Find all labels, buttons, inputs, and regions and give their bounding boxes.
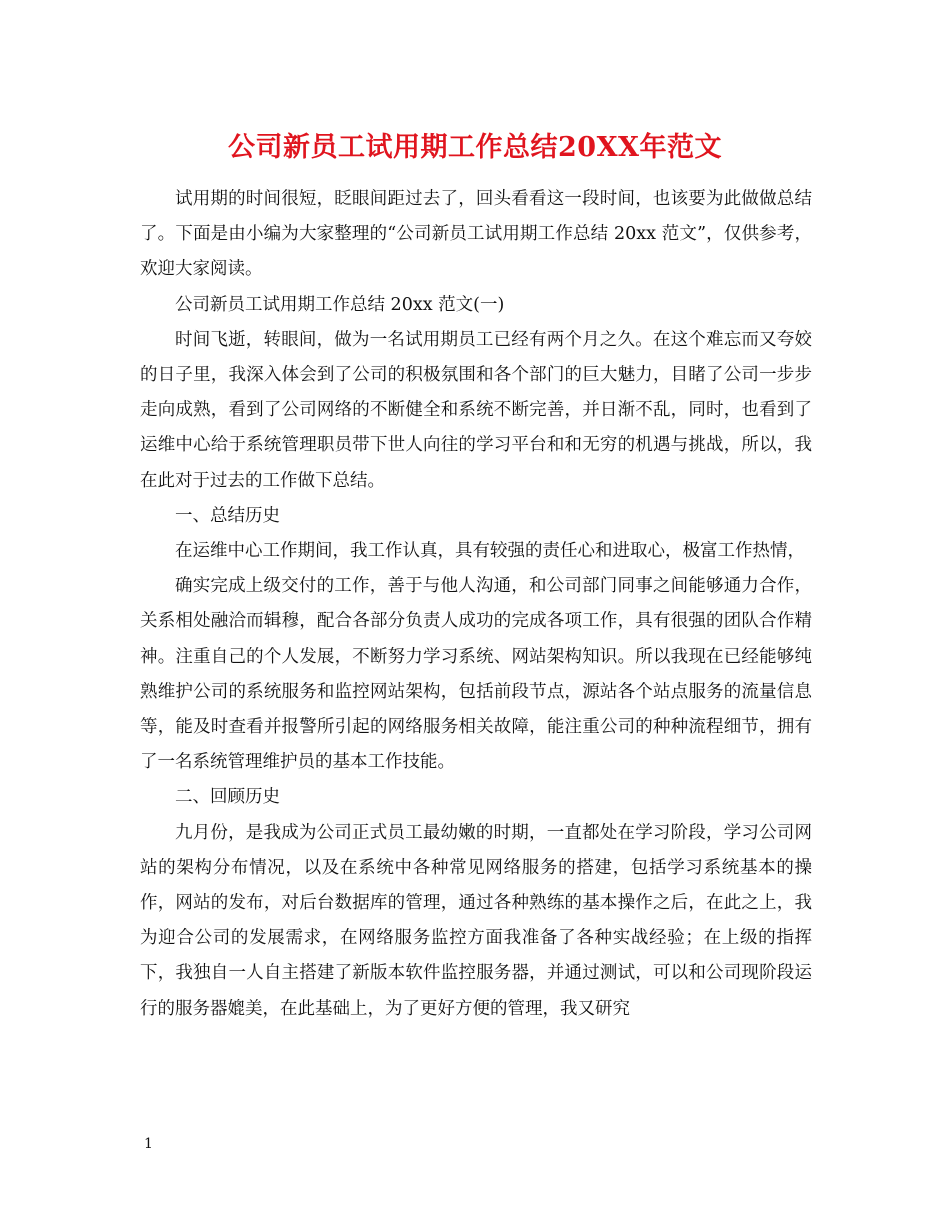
paragraph-teamwork: 确实完成上级交付的工作，善于与他人沟通，和公司部门同事之间能够通力合作，关系相处融洽而辑穆，配合各部分负责人成功的完成各项工作，具有很强的团队合作精神。注重自己的个人发展，不断努力学习系统、网站架构知识。所以我现在已经能够纯熟维护公司的系统服务和监控网站架构，包括前段节点，源站各个站点服务的流量信息等，能及时查看并报警所引起的网络服务相关故障，能注重公司的种种流程细节，拥有了一名系统管理维护员的基本工作技能。 [140,576,812,773]
paragraph-september: 九月份，是我成为公司正式员工最幼嫩的时期，一直都处在学习阶段，学习公司网站的架构分布情况，以及在系统中各种常见网络服务的搭建，包括学习系统基本的操作，网站的发布，对后台数据库的管理，通过各种熟练的基本操作之后，在此之上，我为迎合公司的发展需求，在网络服务监控方面我准备了各种实战经验；在上级的指挥下，我独自一人自主搭建了新版本软件监控服务器，并通过测试，可以和公司现阶段运行的服务器媲美，在此基础上，为了更好方便的管理，我又研究 [140,822,812,1019]
document-title: 公司新员工试用期工作总结20XX年范文 [228,132,722,163]
page-number: 1 [144,1136,153,1152]
section-heading-review: 二、回顾历史 [175,787,280,808]
document-body [140,182,812,1027]
paragraph-work-attitude: 在运维中心工作期间，我工作认真，具有较强的责任心和进取心，极富工作热情， [175,541,805,562]
paragraph-subtitle: 公司新员工试用期工作总结 20xx 范文(一) [175,294,505,315]
paragraph-opening: 时间飞逝，转眼间，做为一名试用期员工已经有两个月之久。在这个难忘而又夸姣的日子里，我深入体会到了公司的积极氛围和各个部门的巨大魅力，目睹了公司一步步走向成熟，看到了公司网络的不断健全和系统不断完善，并日渐不乱，同时，也看到了运维中心给于系统管理职员带下世人向往的学习平台和和无穷的机遇与挑战，所以，我在此对于过去的工作做下总结。 [140,329,812,491]
paragraph-intro: 试用期的时间很短，眨眼间距过去了，回头看看这一段时间，也该要为此做做总结了。下面是由小编为大家整理的“公司新员工试用期工作总结 20xx 范文”，仅供参考，欢迎大家阅读。 [140,189,812,280]
section-heading-summary: 一、总结历史 [175,505,280,526]
